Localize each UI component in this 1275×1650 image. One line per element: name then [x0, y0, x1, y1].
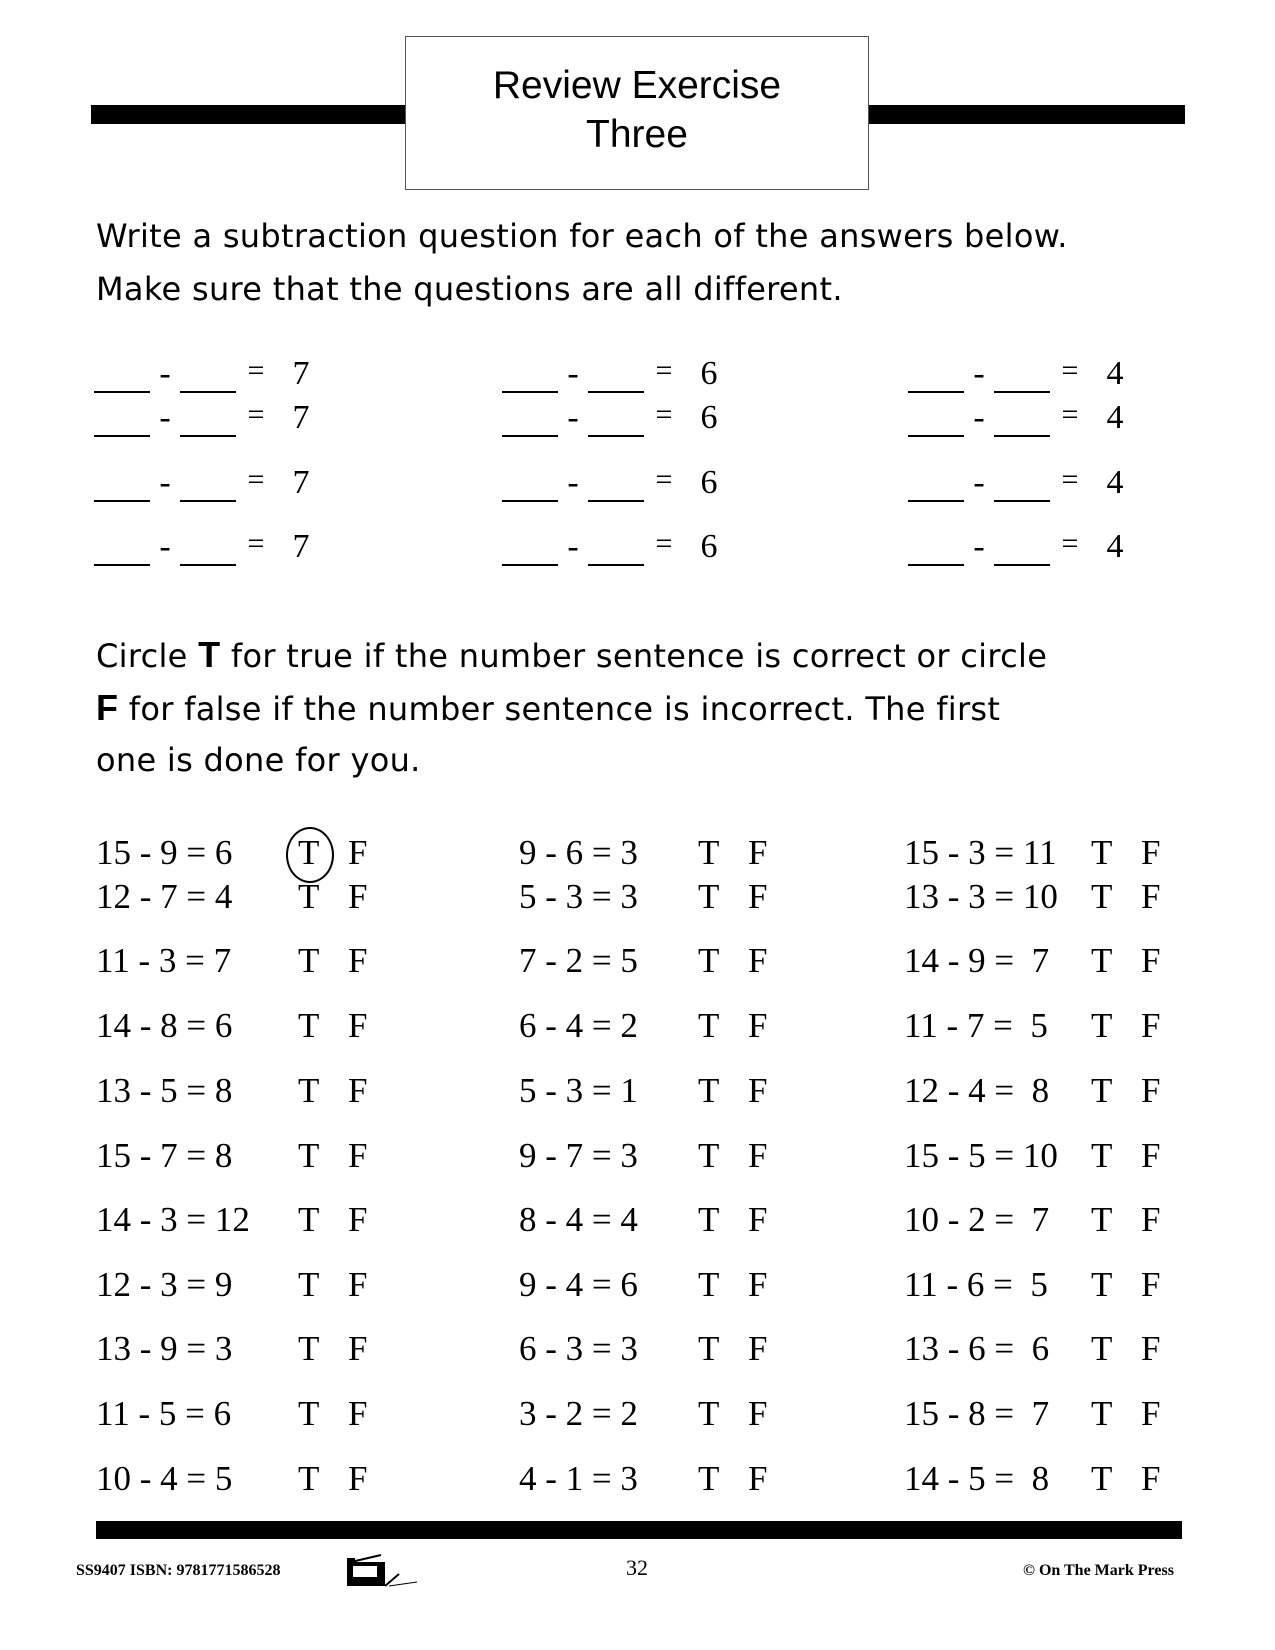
answer-value: 4 [1106, 464, 1124, 501]
true-option[interactable]: T [698, 877, 720, 916]
number-sentence: 3 - 2 = 2 [519, 1394, 638, 1433]
section1-instructions [96, 210, 1181, 316]
blank-equation-row [908, 355, 1140, 393]
blank-equation-row [502, 464, 734, 502]
minus-sign: - [567, 355, 579, 392]
true-option[interactable]: T [298, 1329, 320, 1368]
subtrahend-blank[interactable] [180, 401, 236, 437]
number-sentence: 9 - 7 = 3 [519, 1136, 638, 1175]
number-sentence: 9 - 6 = 3 [519, 833, 638, 872]
true-option[interactable]: T [698, 833, 720, 872]
number-sentence: 13 - 3 = 10 [904, 877, 1058, 916]
true-option[interactable]: T [698, 1071, 720, 1110]
true-option[interactable]: T [298, 1394, 320, 1433]
answer-value: 6 [700, 464, 718, 501]
footer-code-isbn: SS9407 ISBN: 9781771586528 [76, 1562, 281, 1579]
equals-sign: = [247, 354, 265, 387]
instruction-line [96, 628, 1181, 681]
false-option[interactable]: F [348, 1006, 368, 1045]
instruction-text: for false if the number sentence is incorrect. The first [118, 690, 1001, 728]
false-option[interactable]: F [348, 1459, 368, 1498]
minus-sign: - [159, 464, 171, 501]
example-answer-circle [286, 827, 334, 883]
true-option[interactable]: T [298, 833, 320, 872]
true-option[interactable]: T [298, 1200, 320, 1239]
true-option[interactable]: T [1091, 1136, 1113, 1175]
number-sentence: 6 - 4 = 2 [519, 1006, 638, 1045]
page-title-line2: Three [586, 113, 688, 156]
number-sentence: 5 - 3 = 1 [519, 1071, 638, 1110]
subtrahend-blank[interactable] [994, 401, 1050, 437]
number-sentence: 14 - 3 = 12 [96, 1200, 250, 1239]
true-option[interactable]: T [698, 1459, 720, 1498]
footer-publisher: © On The Mark Press [1023, 1562, 1174, 1579]
number-sentence: 15 - 8 = 7 [904, 1394, 1050, 1433]
page-title-line1: Review Exercise [492, 64, 782, 107]
true-option[interactable]: T [298, 941, 320, 980]
answer-value: 7 [292, 355, 310, 392]
minuend-blank[interactable] [94, 530, 150, 566]
minus-sign: - [973, 399, 985, 436]
subtrahend-blank[interactable] [180, 530, 236, 566]
equals-sign: = [1061, 398, 1079, 431]
false-option[interactable]: F [748, 941, 768, 980]
number-sentence: 11 - 7 = 5 [904, 1006, 1048, 1045]
equals-sign: = [655, 527, 673, 560]
answer-value: 4 [1106, 528, 1124, 565]
false-option[interactable]: F [748, 877, 768, 916]
false-option[interactable]: F [1141, 1459, 1161, 1498]
false-option[interactable]: F [1141, 941, 1161, 980]
subtrahend-blank[interactable] [994, 530, 1050, 566]
blank-equation-row [502, 355, 734, 393]
blank-equation-row [94, 464, 326, 502]
blank-equation-row [908, 464, 1140, 502]
false-option[interactable]: F [348, 1200, 368, 1239]
true-option[interactable]: T [1091, 941, 1113, 980]
answer-value: 4 [1106, 399, 1124, 436]
false-letter: F [96, 687, 119, 728]
number-sentence: 12 - 4 = 8 [904, 1071, 1050, 1110]
answer-value: 6 [700, 528, 718, 565]
false-option[interactable]: F [1141, 1265, 1161, 1304]
true-option[interactable]: T [698, 1200, 720, 1239]
instruction-text: for true if the number sentence is correct or circle [220, 637, 1048, 675]
blank-equation-row [94, 399, 326, 437]
false-option[interactable]: F [748, 1459, 768, 1498]
false-option[interactable]: F [1141, 1200, 1161, 1239]
false-option[interactable]: F [748, 1394, 768, 1433]
number-sentence: 14 - 9 = 7 [904, 941, 1050, 980]
number-sentence: 7 - 2 = 5 [519, 941, 638, 980]
instruction-line: Make sure that the questions are all different. [96, 270, 843, 308]
minus-sign: - [159, 355, 171, 392]
number-sentence: 8 - 4 = 4 [519, 1200, 638, 1239]
number-sentence: 15 - 5 = 10 [904, 1136, 1058, 1175]
true-letter: T [198, 634, 221, 675]
false-option[interactable]: F [748, 1136, 768, 1175]
true-option[interactable]: T [298, 1459, 320, 1498]
number-sentence: 15 - 7 = 8 [96, 1136, 233, 1175]
number-sentence: 12 - 7 = 4 [96, 877, 233, 916]
false-option[interactable]: F [1141, 1006, 1161, 1045]
answer-value: 7 [292, 528, 310, 565]
equals-sign: = [247, 398, 265, 431]
true-option[interactable]: T [698, 1006, 720, 1045]
number-sentence: 12 - 3 = 9 [96, 1265, 233, 1304]
true-option[interactable]: T [298, 1006, 320, 1045]
false-option[interactable]: F [1141, 1071, 1161, 1110]
true-option[interactable]: T [1091, 833, 1113, 872]
false-option[interactable]: F [348, 941, 368, 980]
false-option[interactable]: F [348, 1071, 368, 1110]
false-option[interactable]: F [1141, 877, 1161, 916]
blank-equation-row [908, 528, 1140, 566]
false-option[interactable]: F [1141, 1394, 1161, 1433]
number-sentence: 15 - 3 = 11 [904, 833, 1057, 872]
false-option[interactable]: F [348, 1136, 368, 1175]
minuend-blank[interactable] [94, 357, 150, 393]
number-sentence: 5 - 3 = 3 [519, 877, 638, 916]
equals-sign: = [247, 463, 265, 496]
section2-instructions [96, 628, 1181, 787]
true-option[interactable]: T [1091, 1200, 1113, 1239]
minus-sign: - [973, 355, 985, 392]
false-option[interactable]: F [348, 1394, 368, 1433]
number-sentence: 13 - 5 = 8 [96, 1071, 233, 1110]
minus-sign: - [973, 528, 985, 565]
instruction-line [96, 681, 1181, 734]
true-option[interactable]: T [298, 1265, 320, 1304]
true-option[interactable]: T [298, 1136, 320, 1175]
subtrahend-blank[interactable] [588, 530, 644, 566]
true-option[interactable]: T [1091, 1265, 1113, 1304]
number-sentence: 14 - 5 = 8 [904, 1459, 1050, 1498]
number-sentence: 15 - 9 = 6 [96, 833, 233, 872]
number-sentence: 10 - 4 = 5 [96, 1459, 233, 1498]
equals-sign: = [1061, 463, 1079, 496]
false-option[interactable]: F [1141, 1329, 1161, 1368]
minuend-blank[interactable] [94, 401, 150, 437]
true-option[interactable]: T [1091, 877, 1113, 916]
true-option[interactable]: T [298, 877, 320, 916]
true-option[interactable]: T [698, 941, 720, 980]
false-option[interactable]: F [348, 833, 368, 872]
subtrahend-blank[interactable] [180, 357, 236, 393]
header-bar-left [91, 105, 411, 124]
equals-sign: = [247, 527, 265, 560]
blank-equation-row [908, 399, 1140, 437]
number-sentence: 11 - 3 = 7 [96, 941, 232, 980]
equals-sign: = [1061, 354, 1079, 387]
header-bar-right [866, 105, 1185, 124]
instruction-line: Write a subtraction question for each of the answers below. [96, 217, 1068, 255]
answer-value: 6 [700, 399, 718, 436]
minuend-blank[interactable] [908, 466, 964, 502]
false-option[interactable]: F [348, 1265, 368, 1304]
false-option[interactable]: F [748, 1006, 768, 1045]
instruction-text: Circle [96, 637, 199, 675]
subtrahend-blank[interactable] [588, 401, 644, 437]
minuend-blank[interactable] [502, 530, 558, 566]
true-option[interactable]: T [1091, 1071, 1113, 1110]
number-sentence: 11 - 5 = 6 [96, 1394, 232, 1433]
true-option[interactable]: T [1091, 1394, 1113, 1433]
answer-value: 4 [1106, 355, 1124, 392]
answer-value: 6 [700, 355, 718, 392]
number-sentence: 13 - 6 = 6 [904, 1329, 1050, 1368]
number-sentence: 9 - 4 = 6 [519, 1265, 638, 1304]
answer-value: 7 [292, 464, 310, 501]
false-option[interactable]: F [1141, 833, 1161, 872]
true-option[interactable]: T [1091, 1329, 1113, 1368]
minus-sign: - [567, 399, 579, 436]
minuend-blank[interactable] [502, 401, 558, 437]
number-sentence: 14 - 8 = 6 [96, 1006, 233, 1045]
reproducible-icon [347, 1554, 419, 1588]
number-sentence: 6 - 3 = 3 [519, 1329, 638, 1368]
false-option[interactable]: F [1141, 1136, 1161, 1175]
blank-equation-row [502, 399, 734, 437]
minuend-blank[interactable] [908, 357, 964, 393]
false-option[interactable]: F [748, 1071, 768, 1110]
footer-bar [96, 1521, 1182, 1539]
true-option[interactable]: T [698, 1329, 720, 1368]
subtrahend-blank[interactable] [588, 466, 644, 502]
minus-sign: - [159, 528, 171, 565]
title-box [405, 36, 869, 190]
number-sentence: 10 - 2 = 7 [904, 1200, 1050, 1239]
true-option[interactable]: T [1091, 1006, 1113, 1045]
equals-sign: = [655, 463, 673, 496]
minuend-blank[interactable] [502, 466, 558, 502]
true-option[interactable]: T [698, 1265, 720, 1304]
false-option[interactable]: F [748, 1329, 768, 1368]
blank-equation-row [502, 528, 734, 566]
instruction-line: one is done for you. [96, 741, 421, 779]
equals-sign: = [655, 398, 673, 431]
true-option[interactable]: T [698, 1394, 720, 1433]
blank-equation-row [94, 355, 326, 393]
true-option[interactable]: T [298, 1071, 320, 1110]
minus-sign: - [973, 464, 985, 501]
equals-sign: = [655, 354, 673, 387]
subtrahend-blank[interactable] [994, 466, 1050, 502]
equals-sign: = [1061, 527, 1079, 560]
true-option[interactable]: T [1091, 1459, 1113, 1498]
minuend-blank[interactable] [908, 401, 964, 437]
minuend-blank[interactable] [908, 530, 964, 566]
answer-value: 7 [292, 399, 310, 436]
number-sentence: 11 - 6 = 5 [904, 1265, 1048, 1304]
false-option[interactable]: F [748, 1265, 768, 1304]
false-option[interactable]: F [748, 833, 768, 872]
number-sentence: 13 - 9 = 3 [96, 1329, 233, 1368]
false-option[interactable]: F [748, 1200, 768, 1239]
minus-sign: - [567, 528, 579, 565]
minuend-blank[interactable] [502, 357, 558, 393]
minus-sign: - [159, 399, 171, 436]
number-sentence: 4 - 1 = 3 [519, 1459, 638, 1498]
true-option[interactable]: T [698, 1136, 720, 1175]
page-number: 32 [626, 1555, 648, 1580]
subtrahend-blank[interactable] [994, 357, 1050, 393]
minus-sign: - [567, 464, 579, 501]
subtrahend-blank[interactable] [180, 466, 236, 502]
blank-equation-row [94, 528, 326, 566]
false-option[interactable]: F [348, 1329, 368, 1368]
subtrahend-blank[interactable] [588, 357, 644, 393]
minuend-blank[interactable] [94, 466, 150, 502]
false-option[interactable]: F [348, 877, 368, 916]
